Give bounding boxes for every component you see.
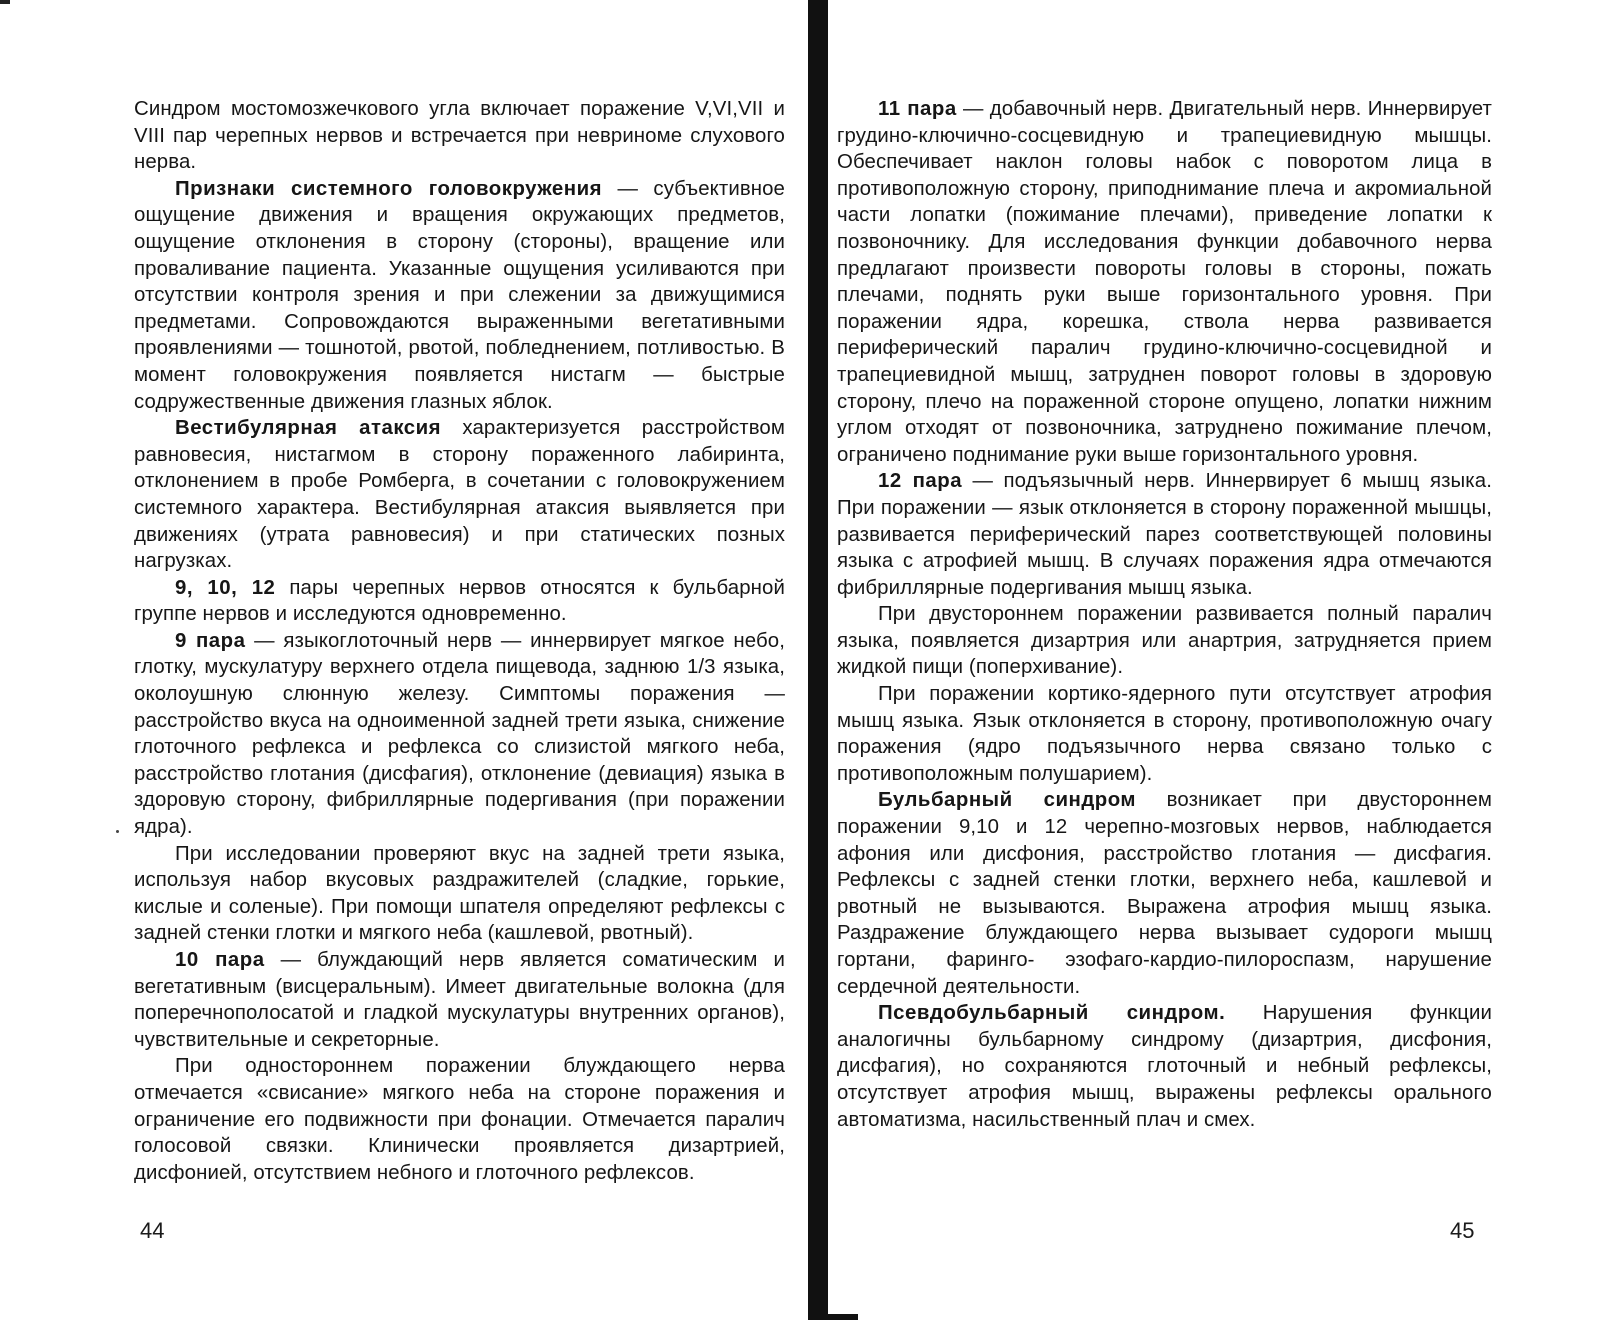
term-heading: Бульбарный синдром (878, 789, 1137, 812)
paragraph-text: возникает при двустороннем поражении 9,10 и 12 черепно-мозговых нервов, наблюдается афония или дисфония, расстройство глотания — дисфагия. Рефлексы с задней стенки глотки, верхнего неба, кашлевой и рвотный не вызываются. Выражена атрофия мышц языка. Раздражение блуждающего нерва вызывает судороги мышц гортани, фаринго- эзофаго-кардио-пилороспазм, нарушение сердечной деятельности. (837, 789, 1492, 998)
paragraph (134, 575, 785, 628)
term-heading: Вестибулярная атаксия (175, 417, 442, 440)
paragraph-text: Синдром мостомозжечкового угла включает поражение V,VI,VII и VIII пар черепных нервов и встречается при невриноме слухового нерва. (134, 98, 785, 174)
term-heading: 11 пара (878, 98, 957, 120)
paragraph-text: — подъязычный нерв. Иннервирует 6 мышц языка. При поражении — язык отклоняется в сторону пораженной мышцы, развивается периферический парез соответствующей половины языка с атрофией мышц. В случаях поражения ядра отмечаются фибриллярные подергивания мышц языка. (837, 470, 1492, 599)
paragraph (134, 841, 785, 947)
left-page-text (134, 96, 785, 1186)
paragraph (837, 96, 1492, 468)
paragraph (837, 681, 1492, 787)
paragraph (134, 947, 785, 1053)
scan-speck (116, 830, 119, 833)
right-page-text (837, 96, 1492, 1133)
paragraph-text: При двустороннем поражении развивается полный паралич языка, появляется дизартрия или анартрия, затрудняется прием жидкой пищи (поперхивание). (837, 603, 1492, 679)
page-number: 44 (140, 1218, 165, 1243)
paragraph-text: — языкоглоточный нерв — иннервирует мягкое небо, глотку, мускулатуру верхнего отдела пищевода, заднюю 1/3 языка, околоушную слюнную железу. Симптомы поражения — расстройство вкуса на одноименной задней трети языка, снижение глоточного рефлекса и рефлекса со слизистой мягкого неба, расстройство глотания (дисфагия), отклонение (девиация) языка в здоровую сторону, фибриллярные подергивания (при поражении ядра). (134, 629, 785, 839)
term-heading: Псевдобульбарный синдром. (878, 1002, 1226, 1025)
paragraph (837, 468, 1492, 601)
paragraph-text: При одностороннем поражении блуждающего нерва отмечается «свисание» мягкого неба на стороне поражения и ограничение его подвижности при фонации. Отмечается паралич голосовой связки. Клинически проявляется дизартрией, дисфонией, отсутствием небного и глоточного рефлексов. (134, 1055, 785, 1184)
paragraph (837, 601, 1492, 681)
term-heading: 9 пара (175, 629, 246, 652)
paragraph-text: При поражении кортико-ядерного пути отсутствует атрофия мышц языка. Язык отклоняется в сторону, противоположную очагу поражения (ядро подъязычного нерва связано только с противоположным полушарием). (837, 683, 1492, 785)
paragraph (134, 176, 785, 415)
paragraph-text: Нарушения функции аналогичны бульбарному синдрому (дизартрия, дисфония, дисфагия), но сохраняются глоточный и небный рефлексы, отсутствует атрофия мышц, выражены рефлексы орального автоматизма, насильственный плач и смех. (837, 1002, 1492, 1131)
term-heading: Признаки системного головокружения (175, 177, 603, 200)
page-number: 45 (1450, 1218, 1475, 1243)
book-spine (808, 0, 828, 1320)
paragraph-text: — субъективное ощущение движения и вращения окружающих предметов, ощущение отклонения в сторону (стороны), вращение или проваливание пациента. Указанные ощущения усиливаются при отсутствии контроля зрения и при слежении за движущимися предметами. Сопровождаются выраженными вегетативными проявлениями — тошнотой, рвотой, побледнением, потливостью. В момент головокружения появляется нистагм — быстрые содружественные движения глазных яблок. (134, 177, 785, 413)
paragraph (134, 96, 785, 176)
paragraph-text: характеризуется расстройством равновесия, нистагмом в сторону пораженного лабиринта, отклонением в пробе Ромберга, в сочетании с головокружением системного характера. Вестибулярная атаксия выявляется при движениях (утрата равновесия) и при статических позных нагрузках. (134, 417, 785, 573)
term-heading: 9, 10, 12 (175, 576, 276, 599)
term-heading: 12 пара (878, 470, 963, 493)
paragraph (837, 1000, 1492, 1133)
paragraph (837, 787, 1492, 1000)
paragraph (134, 415, 785, 575)
right-page (828, 0, 1600, 1341)
term-heading: 10 пара (175, 949, 265, 971)
paragraph-text: При исследовании проверяют вкус на задней трети языка, используя набор вкусовых раздражителей (сладкие, горькие, кислые и соленые). При помощи шпателя определяют рефлексы с задней стенки глотки и мягкого неба (кашлевой, рвотный). (134, 842, 785, 945)
paragraph-text: — блуждающий нерв является соматическим и вегетативным (висцеральным). Имеет двигательные волокна (для поперечнополосатой и гладкой мускулатуры внутренних органов), чувствительные и секреторные. (134, 949, 785, 1051)
paragraph (134, 628, 785, 841)
paragraph (134, 1053, 785, 1186)
paragraph-text: — добавочный нерв. Двигательный нерв. Иннервирует грудино-ключично-сосцевидную и трапециевидную мышцы. Обеспечивает наклон головы набок с поворотом лица в противоположную сторону, приподнимание плеча и акромиальной части лопатки (пожимание плечами), приведение лопатки к позвоночнику. Для исследования функции добавочного нерва предлагают произвести повороты головы в стороны, пожать плечами, поднять руки выше горизонтального уровня. При поражении ядра, корешка, ствола нерва развивается периферический паралич грудино-ключично-сосцевидной и трапециевидной мышц, затруднен поворот головы в здоровую сторону, плечо на пораженной стороне опущено, лопатки нижним углом отходят от позвоночника, затруднено пожимание плечом, ограничено поднимание руки выше горизонтального уровня. (837, 98, 1492, 466)
paragraph-text: пары черепных нервов относятся к бульбарной группе нервов и исследуются одновременно. (134, 576, 785, 626)
